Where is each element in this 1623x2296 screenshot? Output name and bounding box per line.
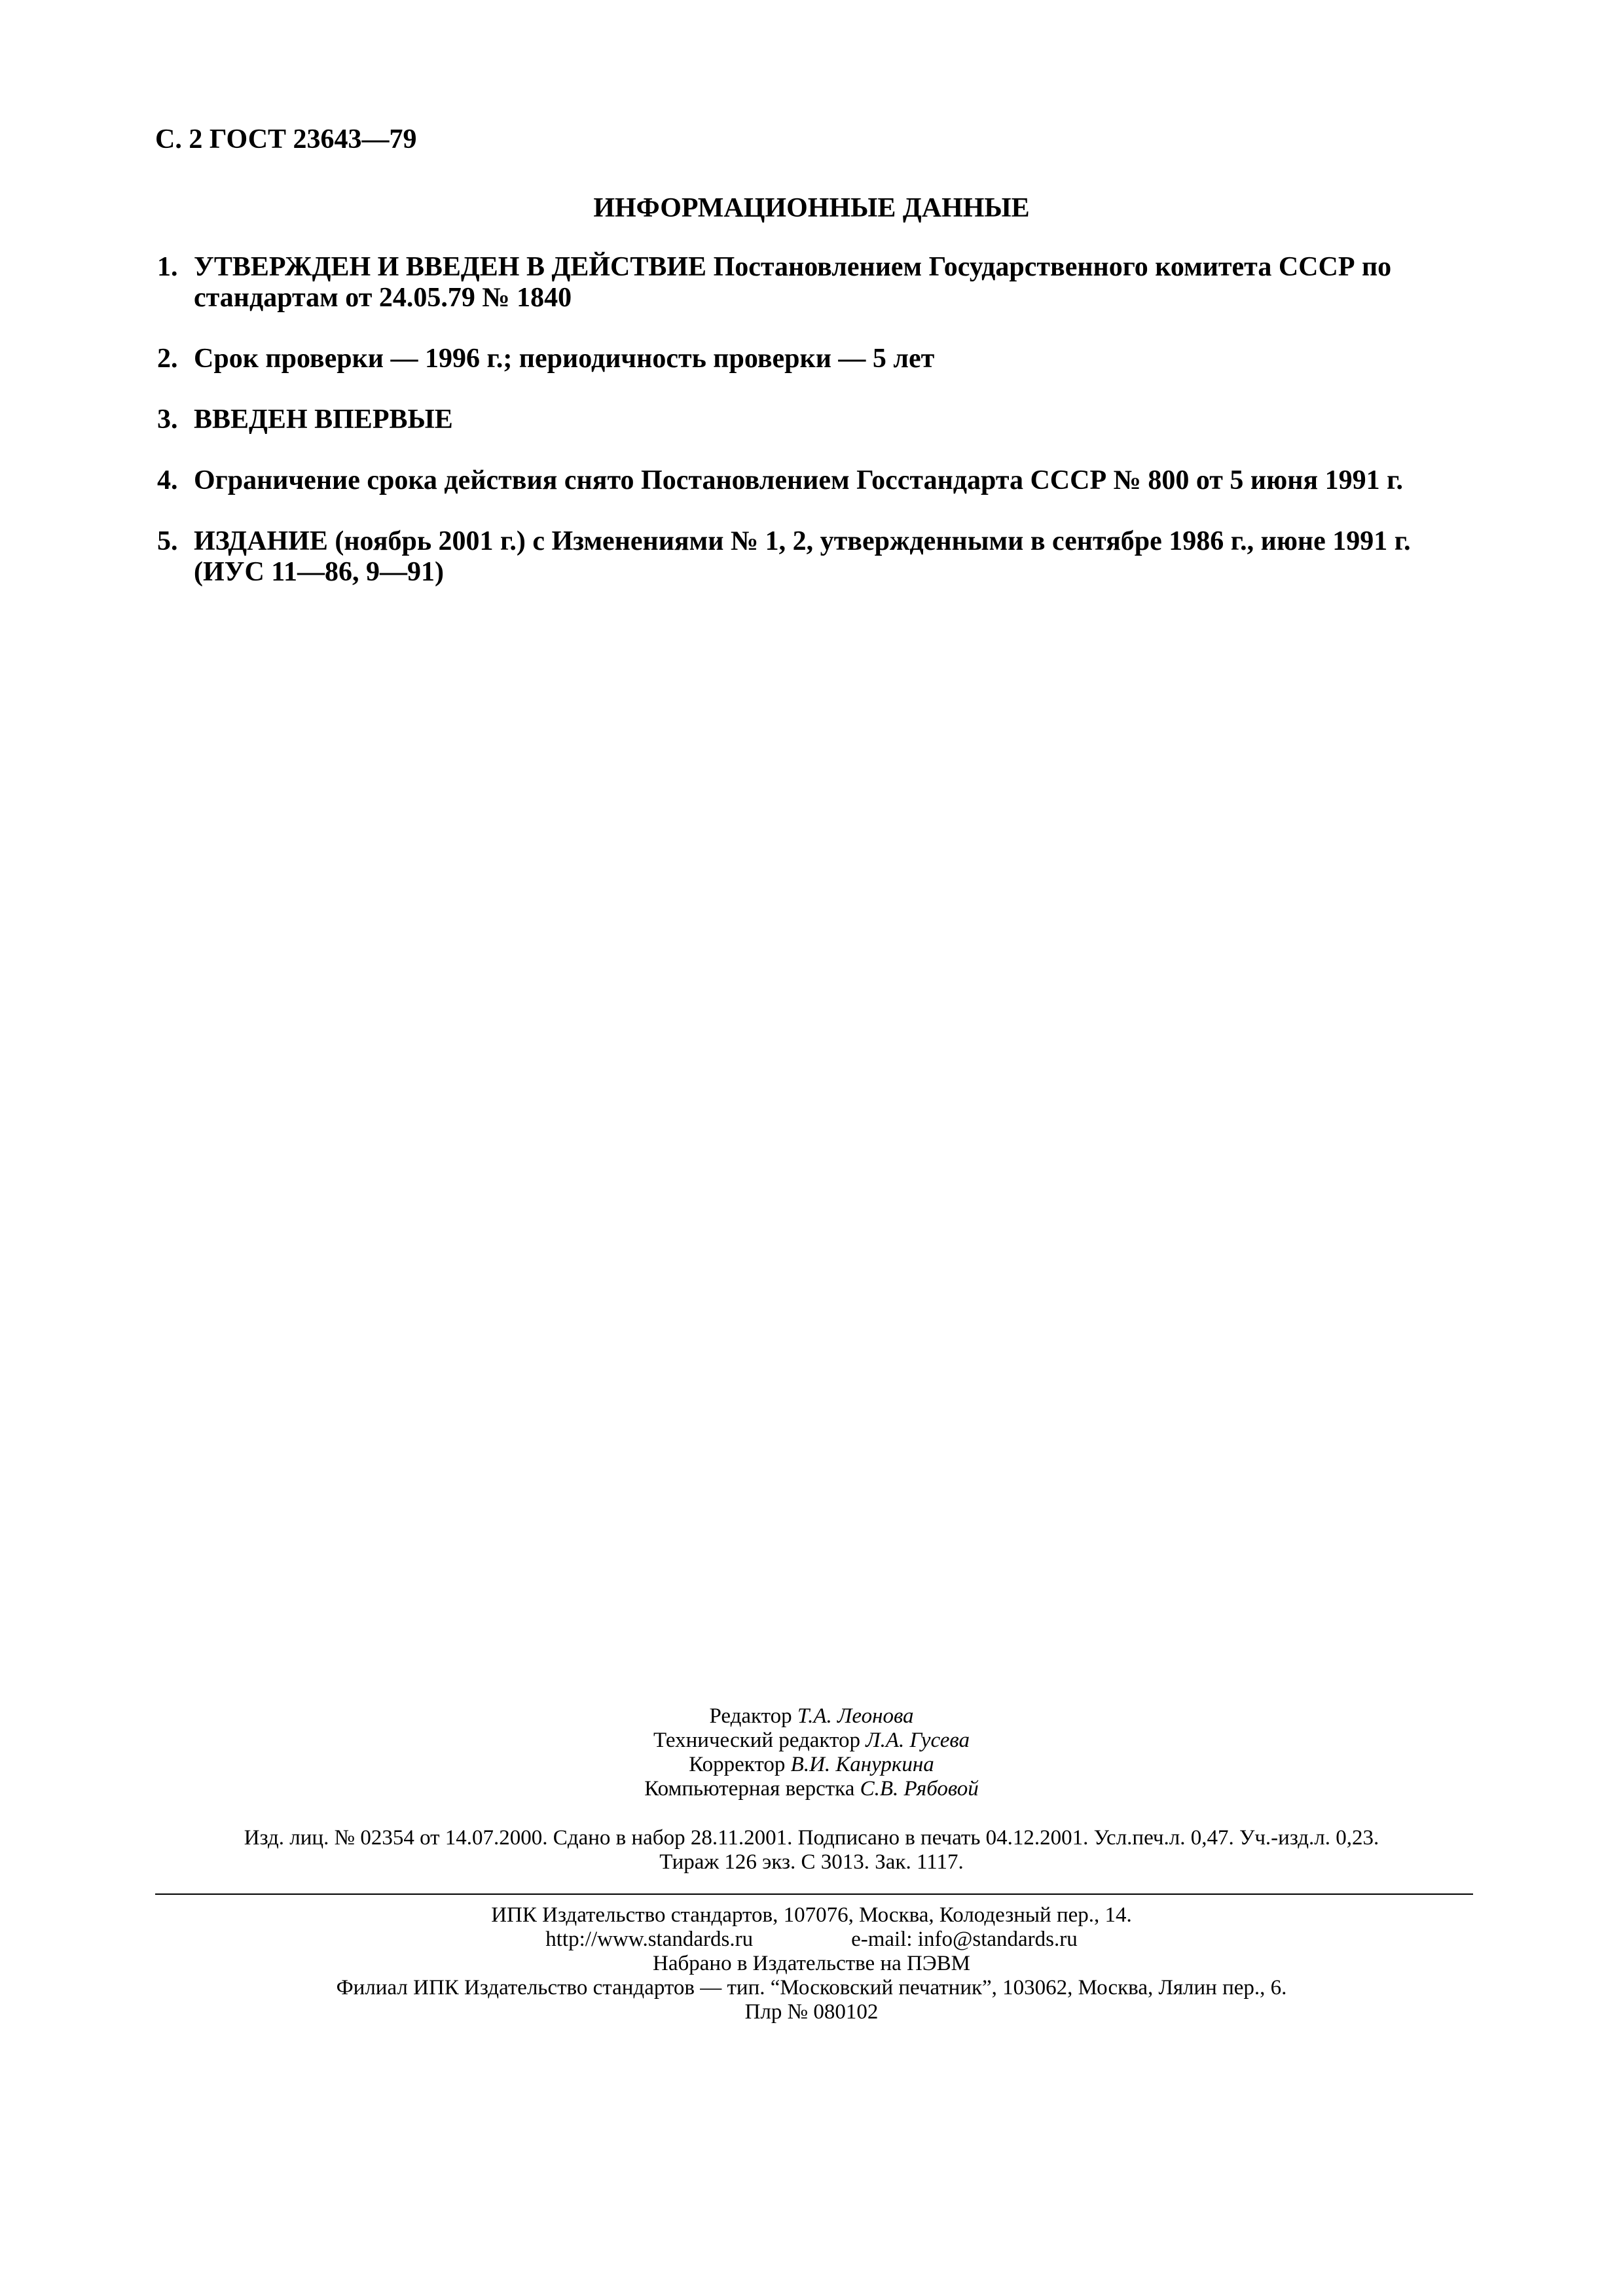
- item-text: [194, 252, 1473, 314]
- item-number: 2.: [157, 344, 178, 374]
- publisher-branch: Филиал ИПК Издательство стандартов — тип. “Московский печатник”, 103062, Москва, Лялин пер., 6.: [336, 1976, 1287, 2000]
- list-item: [157, 526, 1473, 588]
- divider: [155, 1893, 1473, 1895]
- publisher-typeset: Набрано в Издательстве на ПЭВМ: [653, 1952, 970, 1975]
- item-text-line: ИЗДАНИЕ (ноябрь 2001 г.) с Изменениями № 1, 2, утвержденными в сентябре 1986 г., июне 1991 г.: [194, 526, 1411, 556]
- credit-name: Л.А. Гусева: [866, 1729, 970, 1752]
- print-info-line: Изд. лиц. № 02354 от 14.07.2000. Сдано в набор 28.11.2001. Подписано в печать 04.12.2001. Усл.печ.л. 0,47. Уч.-изд.л. 0,23.: [244, 1826, 1379, 1850]
- item-number: 3.: [157, 404, 178, 435]
- page-header: С. 2 ГОСТ 23643—79: [155, 124, 417, 154]
- item-text: [194, 526, 1473, 588]
- credit-layout: [0, 1777, 1623, 1801]
- credit-name: В.И. Кануркина: [790, 1753, 934, 1776]
- list-item: [157, 344, 1473, 374]
- list-item: [157, 404, 1473, 435]
- item-number: 4.: [157, 465, 178, 495]
- item-text-line: (ИУС 11—86, 9—91): [194, 557, 444, 587]
- credit-role: Компьютерная верстка: [644, 1777, 855, 1801]
- publisher-contacts: [0, 1928, 1623, 1952]
- credit-role: Технический редактор: [653, 1729, 860, 1752]
- item-number: 1.: [157, 252, 178, 282]
- item-text: [194, 465, 1473, 496]
- item-text-line: Ограничение срока действия снято Постановлением Госстандарта СССР № 800 от 5 июня 1991 г.: [194, 465, 1403, 495]
- publisher-address: ИПК Издательство стандартов, 107076, Москва, Колодезный пер., 14.: [491, 1903, 1132, 1927]
- item-text-line: ВВЕДЕН ВПЕРВЫЕ: [194, 404, 453, 435]
- credit-editor: [0, 1704, 1623, 1729]
- credit-proofreader: [0, 1753, 1623, 1777]
- credits-block: [0, 1704, 1623, 1801]
- print-info: [0, 1826, 1623, 1874]
- website-link[interactable]: http://www.standards.ru: [545, 1928, 754, 1951]
- section-title: ИНФОРМАЦИОННЫЕ ДАННЫЕ: [593, 193, 1030, 223]
- item-text-line: стандартам от 24.05.79 № 1840: [194, 283, 572, 313]
- credit-tech-editor: [0, 1729, 1623, 1753]
- item-text-line: Срок проверки — 1996 г.; периодичность проверки — 5 лет: [194, 344, 935, 374]
- credit-name: С.В. Рябовой: [860, 1777, 979, 1801]
- item-text: [194, 344, 1473, 374]
- credit-role: Корректор: [689, 1753, 786, 1776]
- list-item: [157, 465, 1473, 496]
- item-text: [194, 404, 1473, 435]
- credit-name: Т.А. Леонова: [797, 1704, 914, 1728]
- info-items-list: [157, 252, 1473, 588]
- print-info-line: Тираж 126 экз. С 3013. Зак. 1117.: [659, 1850, 964, 1874]
- credit-role: Редактор: [709, 1704, 792, 1728]
- email-link[interactable]: e-mail: info@standards.ru: [851, 1928, 1078, 1951]
- publisher-info: [0, 1903, 1623, 2024]
- publisher-license: Плр № 080102: [744, 2000, 879, 2024]
- item-text-line: УТВЕРЖДЕН И ВВЕДЕН В ДЕЙСТВИЕ Постановлением Государственного комитета СССР по: [194, 252, 1392, 282]
- item-number: 5.: [157, 526, 178, 556]
- list-item: [157, 252, 1473, 314]
